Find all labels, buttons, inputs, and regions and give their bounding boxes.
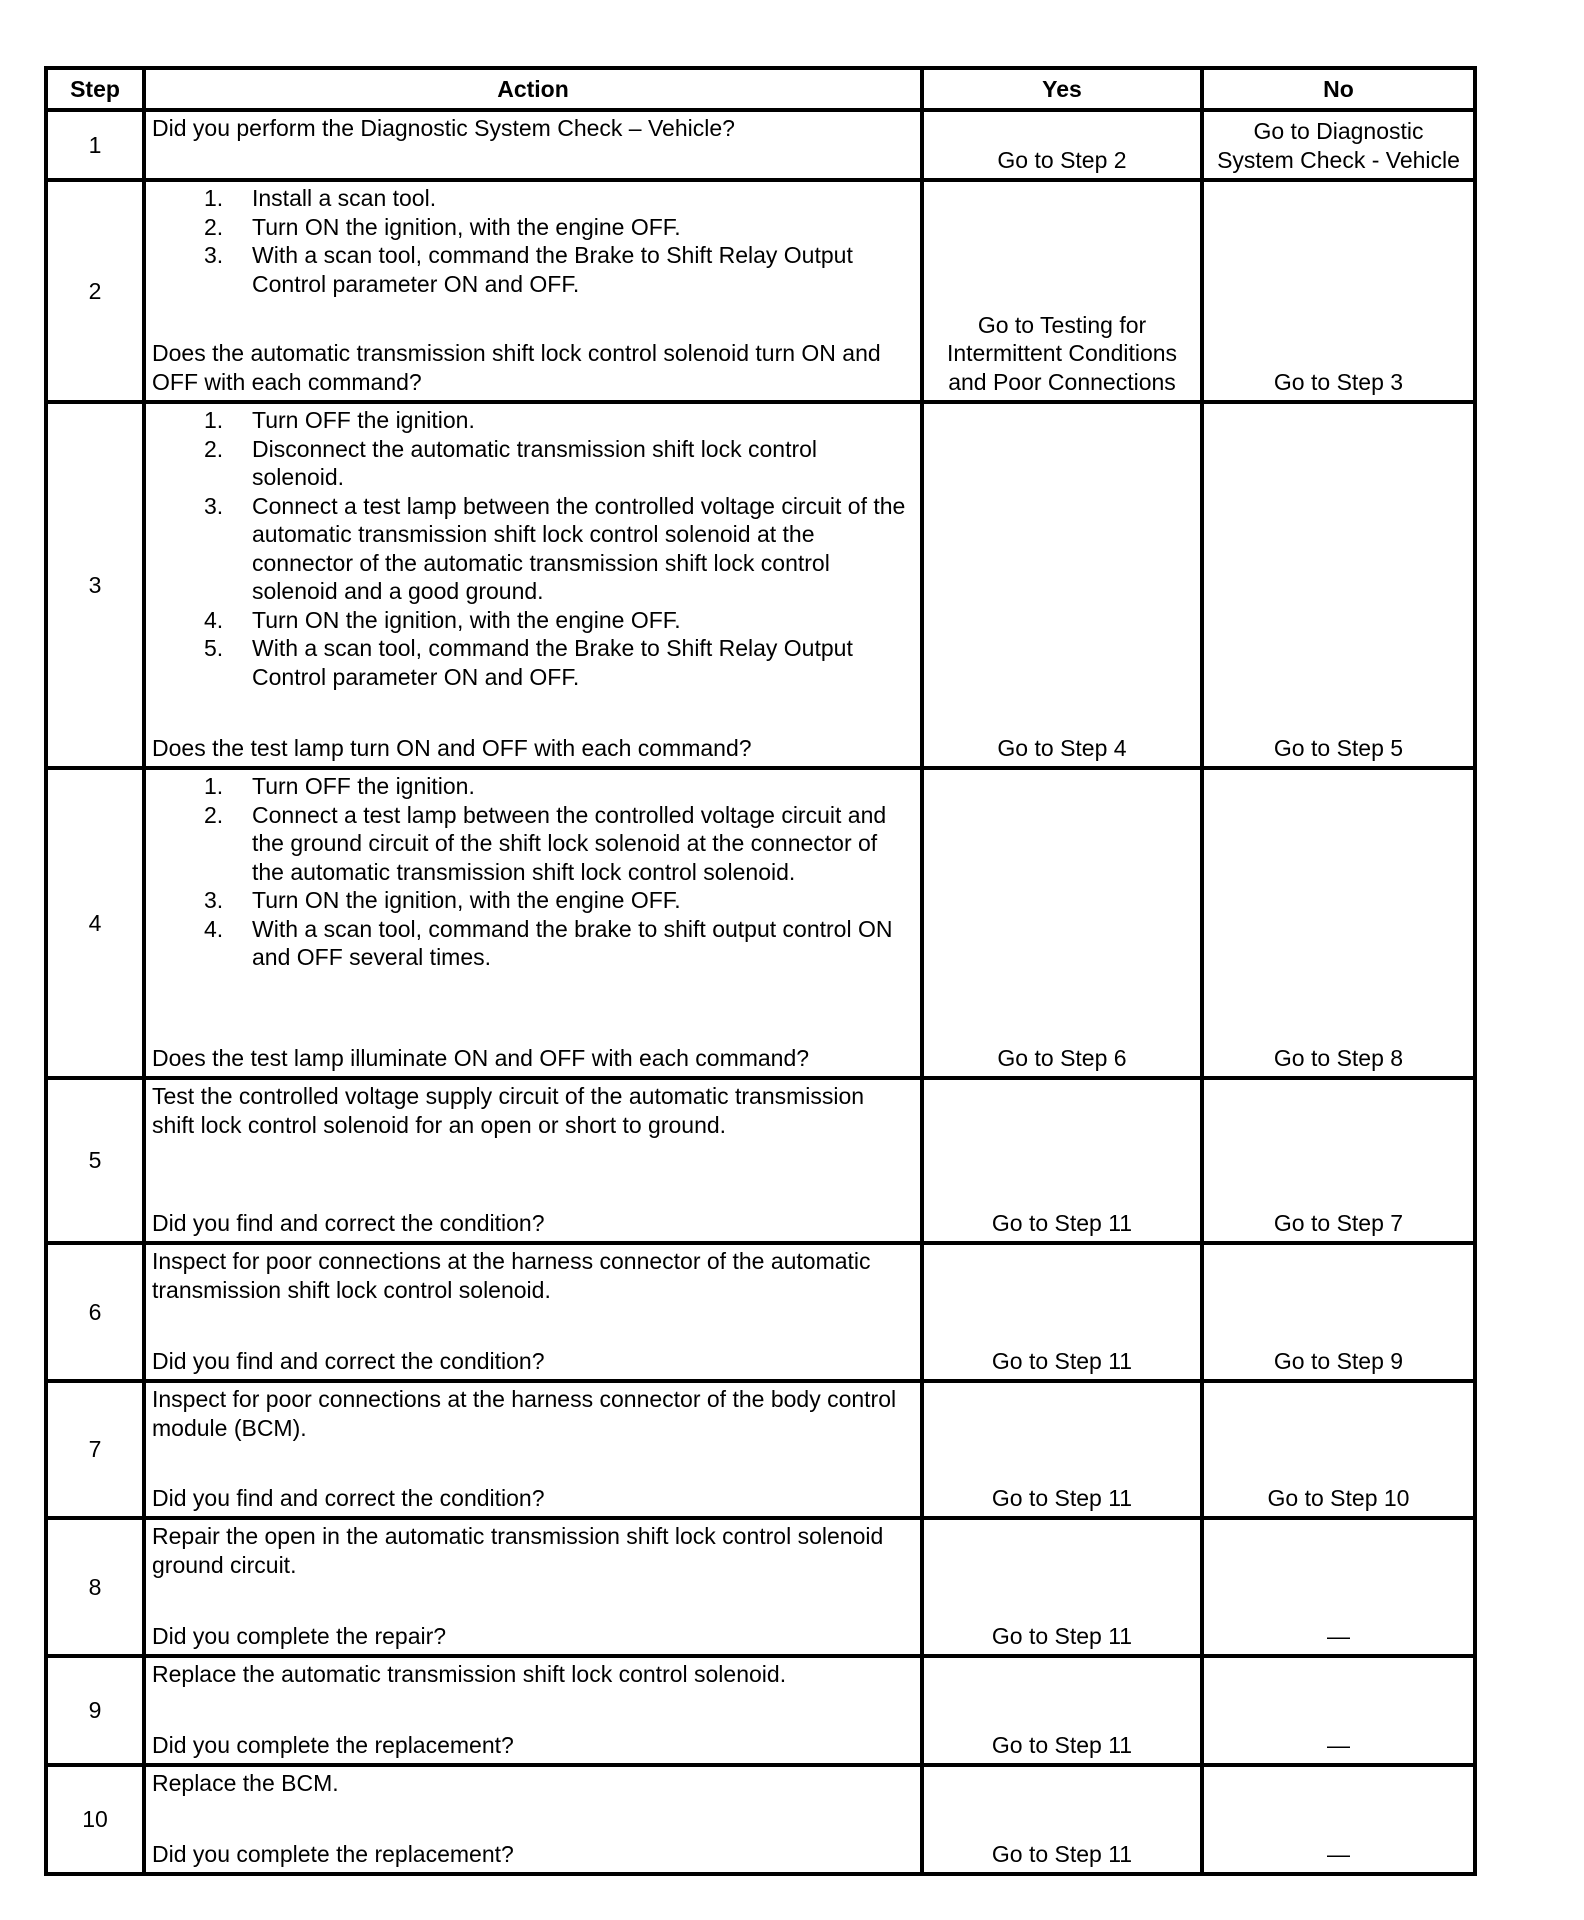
table-row (46, 402, 1475, 768)
diagnostic-table (44, 66, 1477, 1876)
list-item (152, 772, 910, 801)
action-question: Did you find and correct the condition? (152, 1484, 545, 1511)
action-question: Does the test lamp turn ON and OFF with each command? (152, 734, 752, 761)
action-cell (144, 768, 922, 1078)
action-steps-list (152, 184, 910, 298)
list-item-text: Turn ON the ignition, with the engine OFF. (252, 606, 681, 633)
step-number: 4 (46, 768, 144, 1078)
list-item (152, 886, 910, 915)
action-instruction: Inspect for poor connections at the harness connector of the automatic transmission shift lock control solenoid. (152, 1248, 871, 1303)
step-number: 3 (46, 402, 144, 768)
step-number: 5 (46, 1078, 144, 1243)
step-number: 9 (46, 1656, 144, 1765)
list-item-number: 1. (204, 185, 224, 211)
no-result: Go to Step 8 (1202, 768, 1475, 1078)
action-steps-list (152, 406, 910, 691)
header-step: Step (46, 68, 144, 110)
list-item (152, 801, 910, 887)
list-item (152, 213, 910, 242)
list-item-text: Turn OFF the ignition. (252, 407, 475, 433)
step-number: 1 (46, 110, 144, 180)
list-item-number: 2. (204, 435, 224, 462)
action-question: Did you find and correct the condition? (152, 1209, 545, 1236)
action-cell (144, 110, 922, 180)
action-cell (144, 1518, 922, 1656)
action-instruction: Inspect for poor connections at the harness connector of the body control module (BCM). (152, 1386, 897, 1441)
table-row (46, 110, 1475, 180)
action-question: Did you find and correct the condition? (152, 1347, 545, 1374)
action-question: Does the automatic transmission shift lock control solenoid turn ON and OFF with each command? (152, 340, 881, 395)
step-number: 6 (46, 1243, 144, 1381)
list-item-number: 4. (204, 915, 224, 942)
step-number: 7 (46, 1381, 144, 1518)
action-question: Did you complete the replacement? (152, 1840, 514, 1867)
list-item (152, 435, 910, 492)
header-no: No (1202, 68, 1475, 110)
header-action: Action (144, 68, 922, 110)
list-item (152, 184, 910, 213)
list-item (152, 406, 910, 435)
table-row (46, 1381, 1475, 1518)
action-cell (144, 1765, 922, 1874)
list-item-number: 3. (204, 887, 224, 913)
yes-result: Go to Step 11 (922, 1381, 1202, 1518)
list-item-text: Turn ON the ignition, with the engine OFF. (252, 887, 681, 913)
yes-result: Go to Step 11 (922, 1243, 1202, 1381)
action-steps-list (152, 772, 910, 972)
action-cell (144, 1243, 922, 1381)
list-item-number: 3. (204, 492, 224, 519)
yes-result: Go to Step 11 (922, 1656, 1202, 1765)
list-item-text: Turn ON the ignition, with the engine OFF. (252, 213, 681, 240)
list-item (152, 915, 910, 972)
list-item-text: Turn OFF the ignition. (252, 773, 475, 799)
list-item-number: 3. (204, 242, 224, 268)
no-result: Go to Step 10 (1202, 1381, 1475, 1518)
yes-result: Go to Step 11 (922, 1765, 1202, 1874)
no-result: Go to Diagnostic System Check - Vehicle (1202, 110, 1475, 180)
list-item-text: With a scan tool, command the Brake to Shift Relay Output Control parameter ON and OFF. (252, 635, 853, 690)
table-row (46, 1656, 1475, 1765)
list-item-number: 4. (204, 606, 224, 633)
list-item-text: Disconnect the automatic transmission shift lock control solenoid. (252, 435, 818, 490)
action-instruction: Replace the automatic transmission shift lock control solenoid. (152, 1661, 787, 1687)
no-result: Go to Step 3 (1202, 180, 1475, 402)
list-item-number: 2. (204, 801, 224, 828)
list-item-number: 2. (204, 213, 224, 240)
table-row (46, 1518, 1475, 1656)
list-item-number: 1. (204, 407, 224, 433)
yes-result: Go to Step 2 (922, 110, 1202, 180)
header-row (46, 68, 1475, 110)
table-row (46, 1078, 1475, 1243)
no-result: Go to Step 9 (1202, 1243, 1475, 1381)
list-item-number: 5. (204, 635, 224, 661)
step-number: 10 (46, 1765, 144, 1874)
list-item (152, 634, 910, 691)
list-item-number: 1. (204, 773, 224, 799)
action-cell (144, 1656, 922, 1765)
action-cell (144, 180, 922, 402)
action-cell (144, 1078, 922, 1243)
no-result: — (1202, 1656, 1475, 1765)
table-row (46, 1243, 1475, 1381)
list-item (152, 492, 910, 606)
yes-result: Go to Step 11 (922, 1518, 1202, 1656)
action-instruction: Replace the BCM. (152, 1770, 339, 1796)
action-instruction: Did you perform the Diagnostic System Check – Vehicle? (152, 115, 735, 141)
action-instruction: Repair the open in the automatic transmission shift lock control solenoid ground circuit. (152, 1523, 884, 1578)
yes-result: Go to Step 11 (922, 1078, 1202, 1243)
list-item-text: Install a scan tool. (252, 185, 437, 211)
table-row (46, 768, 1475, 1078)
action-instruction: Test the controlled voltage supply circuit of the automatic transmission shift lock control solenoid for an open or short to ground. (152, 1083, 865, 1138)
header-yes: Yes (922, 68, 1202, 110)
list-item (152, 241, 910, 298)
action-cell (144, 1381, 922, 1518)
list-item-text: Connect a test lamp between the controlled voltage circuit and the ground circuit of the shift lock solenoid at the connector of the automatic transmission shift lock control solenoid. (252, 801, 887, 885)
action-cell (144, 402, 922, 768)
no-result: Go to Step 5 (1202, 402, 1475, 768)
table-row (46, 1765, 1475, 1874)
list-item-text: With a scan tool, command the brake to shift output control ON and OFF several times. (252, 915, 893, 970)
action-question: Does the test lamp illuminate ON and OFF with each command? (152, 1044, 810, 1071)
no-result: — (1202, 1765, 1475, 1874)
table-row (46, 180, 1475, 402)
step-number: 2 (46, 180, 144, 402)
list-item-text: With a scan tool, command the Brake to Shift Relay Output Control parameter ON and OFF. (252, 242, 853, 297)
action-question: Did you complete the replacement? (152, 1731, 514, 1758)
list-item (152, 606, 910, 635)
no-result: Go to Step 7 (1202, 1078, 1475, 1243)
no-result: — (1202, 1518, 1475, 1656)
yes-result: Go to Step 4 (922, 402, 1202, 768)
step-number: 8 (46, 1518, 144, 1656)
yes-result: Go to Step 6 (922, 768, 1202, 1078)
action-question: Did you complete the repair? (152, 1622, 447, 1649)
yes-result: Go to Testing for Intermittent Conditions and Poor Connections (922, 180, 1202, 402)
list-item-text: Connect a test lamp between the controlled voltage circuit of the automatic transmission shift lock control solenoid at the connector of the automatic transmission shift lock control solenoid and a good ground. (252, 492, 906, 604)
